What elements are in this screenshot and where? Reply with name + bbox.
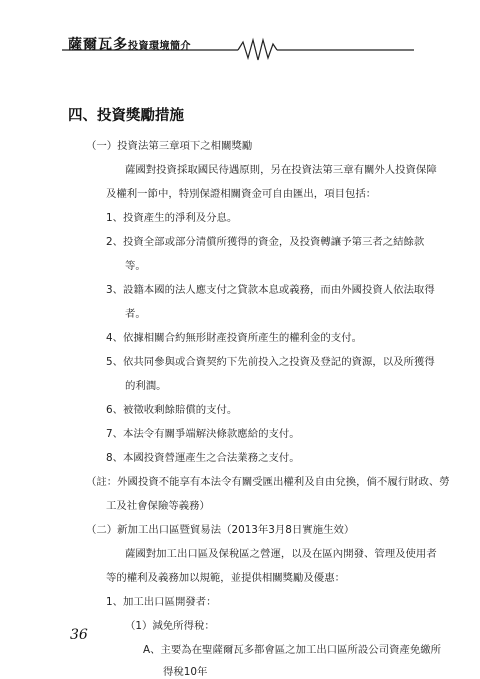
paragraph-line: 等的權利及義務加以規範，並提供相關獎勵及優惠： (106, 572, 345, 584)
list-item: 1、加工出口區開發者： (106, 596, 217, 608)
header-title (68, 34, 191, 54)
list-item-continuation: 等。 (125, 260, 146, 272)
running-header (0, 0, 480, 70)
page-number: 36 (70, 627, 88, 643)
paragraph-line: 薩國對加工出口區及保稅區之營運，以及在區內開發、管理及使用者 (125, 548, 437, 560)
section-title: 四、投資獎勵措施 (68, 107, 184, 124)
list-item: 5、依共同參與或合資契約下先前投入之投資及登記的資源，以及所獲得 (106, 356, 435, 368)
header-title-large: 薩爾瓦多 (68, 37, 128, 53)
sub-list-item-continuation: 得稅10年 (163, 666, 208, 678)
list-item-continuation: 的利潤。 (125, 380, 167, 392)
subsection-heading: （二）新加工出口區暨貿易法（2013年3月8日實施生效） (86, 524, 355, 536)
subsection-heading: （一）投資法第三章項下之相關獎勵 (86, 140, 253, 152)
list-item: 7、本法令有關爭端解決條款應給的支付。 (106, 428, 300, 440)
paragraph-line: 薩國對投資採取國民待遇原則，另在投資法第三章有關外人投資保障 (125, 164, 437, 176)
list-item: 2、投資全部或部分清償所獲得的資金，及投資轉讓予第三者之結餘款 (106, 236, 425, 248)
list-item: 8、本國投資營運產生之合法業務之支付。 (106, 452, 300, 464)
sub-list-item: （1）減免所得稅： (125, 620, 215, 632)
list-item: 4、依據相關合約無形財產投資所產生的權利金的支付。 (106, 332, 362, 344)
paragraph-line: 及權利一節中，特別保證相關資金可自由匯出，項目包括： (106, 188, 377, 200)
list-item-continuation: 者。 (125, 308, 146, 320)
sub-list-item-detail: A、主要為在聖薩爾瓦多都會區之加工出口區所設公司資產免繳所 (143, 644, 442, 656)
list-item: 1、投資產生的淨利及分息。 (106, 212, 238, 224)
list-item: 6、被徵收剩餘賠償的支付。 (106, 404, 238, 416)
note-line: 工及社會保險等義務） (106, 500, 210, 512)
header-title-small: 投資環境簡介 (128, 41, 191, 52)
list-item: 3、設籍本國的法人應支付之貸款本息或義務，而由外國投資人依法取得 (106, 284, 435, 296)
note-line: （註：外國投資不能享有本法令有關受匯出權利及自由兌換，倘不履行財政、勞 (86, 476, 450, 488)
